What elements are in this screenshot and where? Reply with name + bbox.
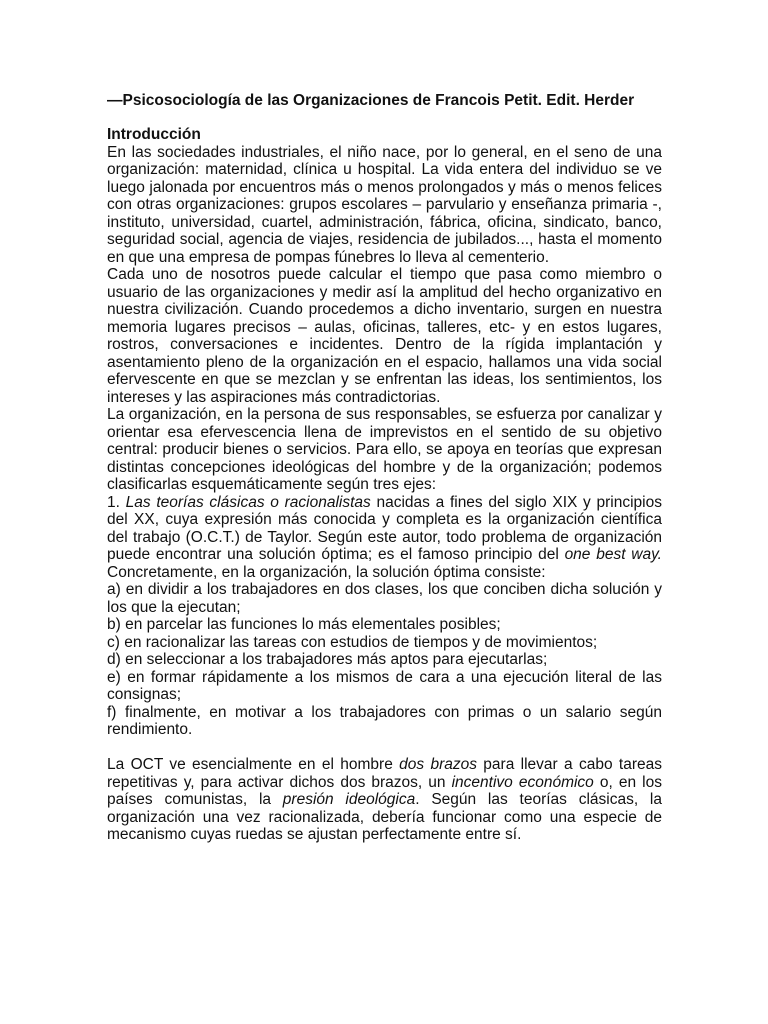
list-number: 1. [107, 493, 126, 511]
list-item-c: c) en racionalizar las tareas con estudios de tiempos y de movimientos; [107, 633, 598, 651]
emphasis-dos-brazos: dos brazos [399, 756, 477, 773]
emphasis-incentivo-economico: incentivo económico [451, 773, 594, 791]
document-body [107, 126, 662, 844]
document-title: —Psicosociología de las Organizaciones de Francois Petit. Edit. Herder [107, 92, 635, 109]
list-item-a: a) en dividir a los trabajadores en dos clases, los que conciben dicha solución y los que la ejecutan; [107, 581, 662, 616]
emphasis-one-best-way: one best way. [564, 546, 662, 563]
paragraph-3: La organización, en la persona de sus responsables, se esfuerza por canalizar y orientar esa efervescencia llena de imprevistos en el sentido de su objetivo central: producir bienes o servicios. Para ello, se apoya en teorías que expresan distintas concepciones ideológicas del hombre y de la organización; podemos clasificarlas esquemáticamente según tres ejes: [107, 406, 662, 493]
paragraph-5-text-3: o, en los países comunistas, la [107, 773, 662, 808]
section-heading: Introducción [107, 126, 201, 143]
paragraph-5-text-2: para llevar a cabo tareas repetitivas y, para activar dichos dos brazos, un [107, 756, 662, 791]
paragraph-4-text-2: Concretamente, en la organización, la solución óptima consiste: [107, 563, 546, 581]
paragraph-5-text-4: . Según las teorías clásicas, la organización una vez racionalizada, debería funcionar como una especie de mecanismo cuyas ruedas se ajustan perfectamente entre sí. [107, 791, 662, 843]
emphasis-presion-ideologica: presión ideológica [282, 791, 416, 808]
paragraph-gap [107, 739, 662, 757]
emphasis-classical-theories: Las teorías clásicas o racionalistas [125, 493, 371, 511]
list-item-d: d) en seleccionar a los trabajadores más aptos para ejecutarlas; [107, 651, 548, 668]
paragraph-4-text-1: nacidas a fines del siglo XIX y principios del XX, cuya expresión más conocida y completa es la organización científica del trabajo (O.C.T.) de Taylor. Según este autor, todo problema de organización puede encontrar una solución óptima; es el famoso principio del [107, 493, 662, 563]
paragraph-5-text-1: La OCT ve esencialmente en el hombre [107, 756, 400, 773]
paragraph-4 [107, 494, 662, 582]
paragraph-5 [107, 756, 662, 844]
paragraph-2: Cada uno de nosotros puede calcular el tiempo que pasa como miembro o usuario de las organizaciones y medir así la amplitud del hecho organizativo en nuestra civilización. Cuando procedemos a dicho inventario, surgen en nuestra memoria lugares precisos – aulas, oficinas, talleres, etc- y en estos lugares, rostros, conversaciones e incidentes. Dentro de la rígida implantación y asentamiento pleno de la organización en el espacio, hallamos una vida social efervescente en que se mezclan y se enfrentan las ideas, los sentimientos, los intereses y las aspiraciones más contradictorias. [107, 266, 662, 406]
paragraph-1: En las sociedades industriales, el niño nace, por lo general, en el seno de una organización: maternidad, clínica u hospital. La vida entera del individuo se ve luego jalonada por encuentros más o menos prolongados y más o menos felices con otras organizaciones: grupos escolares – parvulario y enseñanza primaria -, instituto, universidad, cuartel, administración, fábrica, oficina, sindicato, banco, seguridad social, agencia de viajes, residencia de jubilados..., hasta el momento en que una empresa de pompas fúnebres lo lleva al cementerio. [107, 143, 662, 266]
list-item-f: f) finalmente, en motivar a los trabajadores con primas o un salario según rendimiento. [107, 703, 662, 738]
list-item-e: e) en formar rápidamente a los mismos de cara a una ejecución literal de las consignas; [107, 668, 662, 703]
list-item-b: b) en parcelar las funciones lo más elementales posibles; [107, 616, 501, 633]
